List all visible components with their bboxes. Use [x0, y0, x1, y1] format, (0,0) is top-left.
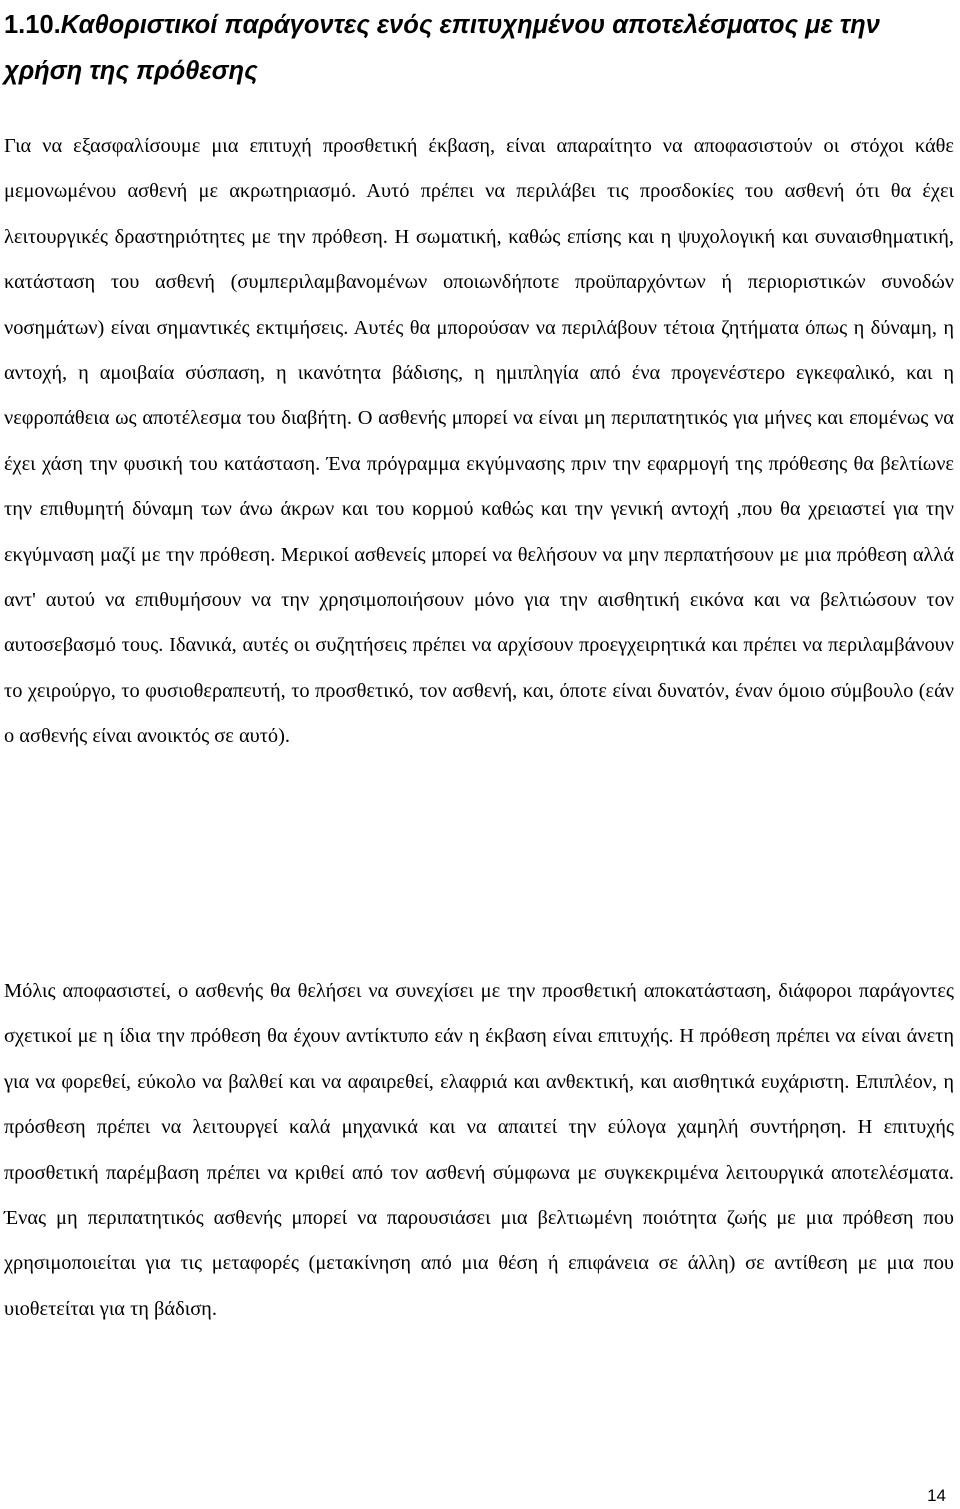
section-title: Καθοριστικοί παράγοντες ενός επιτυχημένου αποτελέσματος με την χρήση της πρόθεσης [4, 11, 880, 85]
section-heading [4, 2, 954, 94]
page-number: 14 [927, 1486, 946, 1505]
body-paragraph: Μόλις αποφασιστεί, ο ασθενής θα θελήσει να συνεχίσει με την προσθετική αποκατάσταση, διάφοροι παράγοντες σχετικοί με η ίδια την πρόθεση θα έχουν αντίκτυπο εάν η έκβαση είναι επιτυχής. Η πρόθεση πρέπει να είναι άνετη για να φορεθεί, εύκολο να βαλθεί και να αφαιρεθεί, ελαφριά και ανθεκτική, και αισθητικά ευχάριστη. Επιπλέον, η πρόσθεση πρέπει να λειτουργεί καλά μηχανικά και να απαιτεί την εύλογα χαμηλή συντήρηση. Η επιτυχής προσθετική παρέμβαση πρέπει να κριθεί από τον ασθενή σύμφωνα με συγκεκριμένα λειτουργικά αποτελέσματα. Ένας μη περιπατητικός ασθενής μπορεί να παρουσιάσει μια βελτιωμένη ποιότητα ζωής με μια πρόθεση που χρησιμοποιείται για τις μεταφορές (μετακίνηση από μια θέση ή επιφάνεια σε άλλη) σε αντίθεση με μια που υιοθετείται για τη βάδιση. [4, 980, 954, 1320]
body-paragraph: Για να εξασφαλίσουμε μια επιτυχή προσθετική έκβαση, είναι απαραίτητο να αποφασιστούν οι στόχοι κάθε μεμονωμένου ασθενή με ακρωτηριασμό. Αυτό πρέπει να περιλάβει τις προσδοκίες του ασθενή ότι θα έχει λειτουργικές δραστηριότητες με την πρόθεση. Η σωματική, καθώς επίσης και η ψυχολογική και συναισθηματική, κατάσταση του ασθενή (συμπεριλαμβανομένων οποιωνδήποτε προϋπαρχόντων ή περιοριστικών συνοδών νοσημάτων) είναι σημαντικές εκτιμήσεις. Αυτές θα μπορούσαν να περιλάβουν τέτοια ζητήματα όπως η δύναμη, η αντοχή, η αμοιβαία σύσπαση, η ικανότητα βάδισης, η ημιπληγία από ένα προγενέστερο εγκεφαλικό, και η νεφροπάθεια ως αποτέλεσμα του διαβήτη. Ο ασθενής μπορεί να είναι μη περιπατητικός για μήνες και επομένως να έχει χάση την φυσική του κατάσταση. Ένα πρόγραμμα εκγύμνασης πριν την εφαρμογή της πρόθεσης θα βελτίωνε την επιθυμητή δύναμη των άνω άκρων και του κορμού καθώς και την γενική αντοχή ,που θα χρειαστεί για την εκγύμναση μαζί με την πρόθεση. Μερικοί ασθενείς μπορεί να θελήσουν να μην περπατήσουν με μια πρόθεση αλλά αντ' αυτού να επιθυμήσουν να την χρησιμοποιήσουν μόνο για την αισθητική εικόνα και να βελτιώσουν τον αυτοσεβασμό τους. Ιδανικά, αυτές οι συζητήσεις πρέπει να αρχίσουν προεγχειρητικά και πρέπει να περιλαμβάνουν το χειρούργο, το φυσιοθεραπευτή, το προσθετικό, τον ασθενή, και, όποτε είναι δυνατόν, έναν όμοιο σύμβουλο (εάν ο ασθενής είναι ανοικτός σε αυτό). [4, 135, 954, 748]
section-number: 1.10. [4, 11, 61, 39]
